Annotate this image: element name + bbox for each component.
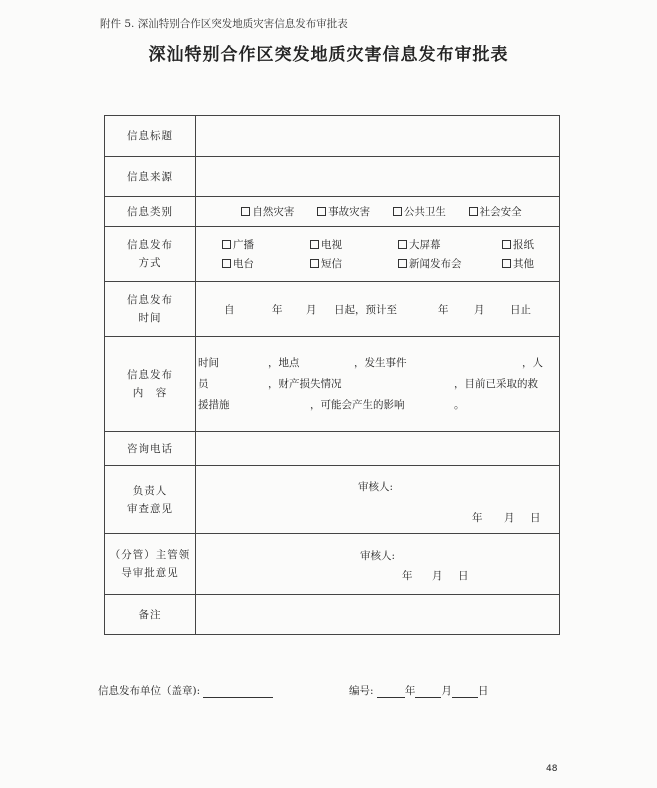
content-line-3 [196, 395, 559, 416]
time-year: 年 [272, 303, 283, 316]
row-content [105, 337, 560, 432]
option-label: 新闻发布会 [409, 258, 462, 270]
row-phone [105, 432, 560, 466]
option-label: 事故灾害 [328, 206, 371, 218]
label-line: 信息发布 [127, 369, 173, 381]
label-info-source: 信息来源 [105, 157, 196, 197]
field-publish-time[interactable] [196, 282, 560, 337]
number-day-line[interactable] [452, 686, 478, 698]
option-label: 电视 [321, 239, 342, 251]
checkbox-other[interactable] [502, 256, 562, 271]
time-end-day: 日止 [510, 303, 531, 316]
row-title [105, 116, 560, 157]
checkbox-icon [398, 259, 407, 268]
label-line: 导审批意见 [121, 567, 179, 579]
checkbox-broadcast[interactable] [222, 237, 310, 252]
checkbox-natural-disaster[interactable] [241, 204, 294, 219]
checkbox-sms[interactable] [310, 256, 398, 271]
row-chief-approval [105, 534, 560, 595]
unit-label: 信息发布单位（盖章): [98, 685, 201, 697]
checkbox-icon [502, 240, 511, 249]
checkbox-icon [222, 259, 231, 268]
checkbox-accident-disaster[interactable] [317, 204, 370, 219]
content-text: 。 [454, 398, 465, 411]
checkbox-icon [502, 259, 511, 268]
checkbox-icon [310, 259, 319, 268]
field-info-title[interactable] [196, 116, 560, 157]
label-line: （分管）主管领 [109, 549, 191, 561]
review-year: 年 [472, 512, 483, 524]
content-text: 援措施 [198, 398, 230, 411]
approval-form-table [104, 115, 560, 635]
option-label: 电台 [233, 258, 254, 270]
approval-year: 年 [402, 570, 413, 582]
number-month: 月 [441, 685, 452, 697]
label-line: 信息发布 [127, 294, 173, 306]
row-source [105, 157, 560, 197]
footer-number [349, 683, 488, 698]
label-info-category: 信息类别 [105, 197, 196, 227]
time-month: 月 [306, 303, 317, 316]
label-line: 负责人 [132, 484, 168, 497]
page-number: 48 [546, 764, 558, 774]
content-text: ，人 [522, 356, 543, 369]
field-publish-method [196, 227, 560, 282]
label-publish-content [105, 337, 196, 432]
content-text: ，发生事件 [354, 356, 407, 369]
checkbox-icon [317, 207, 326, 216]
time-from: 自 [224, 303, 235, 316]
row-remarks [105, 595, 560, 635]
checkbox-big-screen[interactable] [398, 237, 502, 252]
content-line-2 [196, 374, 559, 395]
time-end-month: 月 [474, 303, 485, 316]
checkbox-icon [241, 207, 250, 216]
field-leader-review[interactable] [196, 466, 560, 534]
checkbox-tv[interactable] [310, 237, 398, 252]
number-day: 日 [477, 685, 489, 697]
label-line: 信息发布 [127, 239, 173, 251]
approval-day: 日 [458, 570, 469, 582]
content-text: 时间 [198, 356, 219, 369]
content-text: ，地点 [268, 356, 300, 369]
checkbox-icon [222, 240, 231, 249]
checkbox-public-health[interactable] [393, 204, 446, 219]
review-day: 日 [530, 512, 541, 524]
row-time [105, 282, 560, 337]
row-category [105, 197, 560, 227]
field-consult-phone[interactable] [196, 432, 560, 466]
option-label: 大屏幕 [409, 239, 441, 251]
content-text: 员 [198, 377, 209, 390]
option-label: 报纸 [513, 239, 534, 251]
document-title: 深汕特别合作区突发地质灾害信息发布审批表 [148, 45, 509, 65]
row-method [105, 227, 560, 282]
label-line: 审查意见 [127, 502, 173, 515]
label-publish-time [105, 282, 196, 337]
label-info-title: 信息标题 [105, 116, 196, 157]
label-remarks: 备注 [105, 595, 196, 635]
field-publish-content[interactable] [196, 337, 560, 432]
footer-unit [98, 683, 273, 698]
header-note: 附件 5. 深汕特别合作区突发地质灾害信息发布审批表 [100, 18, 348, 30]
approval-month: 月 [432, 570, 443, 582]
field-remarks[interactable] [196, 595, 560, 635]
content-text: ，可能会产生的影响 [310, 398, 405, 411]
reviewer-label: 审核人: [360, 550, 396, 562]
label-publish-method [105, 227, 196, 282]
field-info-category [196, 197, 560, 227]
field-info-source[interactable] [196, 157, 560, 197]
checkbox-icon [398, 240, 407, 249]
option-label: 社会安全 [479, 206, 522, 218]
number-year-line[interactable] [377, 686, 405, 698]
number-year: 年 [404, 685, 416, 697]
label-leader-review [105, 466, 196, 534]
row-leader-review [105, 466, 560, 534]
checkbox-icon [469, 207, 478, 216]
label-chief-approval [105, 534, 196, 595]
checkbox-press-conference[interactable] [398, 256, 502, 271]
checkbox-icon [393, 207, 402, 216]
checkbox-newspaper[interactable] [502, 237, 562, 252]
label-line: 内 容 [132, 387, 168, 399]
label-line: 方式 [138, 257, 162, 269]
option-label: 自然灾害 [252, 206, 295, 218]
option-label: 广播 [233, 239, 254, 251]
content-line-1 [196, 353, 559, 374]
time-day-to: 日起，预计至 [334, 303, 397, 316]
number-month-line[interactable] [415, 686, 441, 698]
content-text: ，财产损失情况 [268, 377, 342, 390]
review-month: 月 [504, 512, 515, 524]
unit-signature-line[interactable] [203, 686, 273, 698]
checkbox-radio-station[interactable] [222, 256, 310, 271]
option-label: 其他 [513, 258, 534, 270]
reviewer-label: 审核人: [358, 481, 394, 493]
checkbox-icon [310, 240, 319, 249]
label-consult-phone: 咨询电话 [105, 432, 196, 466]
number-label: 编号: [349, 685, 374, 697]
label-line: 时间 [138, 312, 162, 324]
field-chief-approval[interactable] [196, 534, 560, 595]
content-text: ，目前已采取的救 [454, 377, 538, 390]
checkbox-social-security[interactable] [469, 204, 522, 219]
option-label: 短信 [321, 258, 342, 270]
option-label: 公共卫生 [403, 206, 446, 218]
time-end-year: 年 [438, 303, 449, 316]
